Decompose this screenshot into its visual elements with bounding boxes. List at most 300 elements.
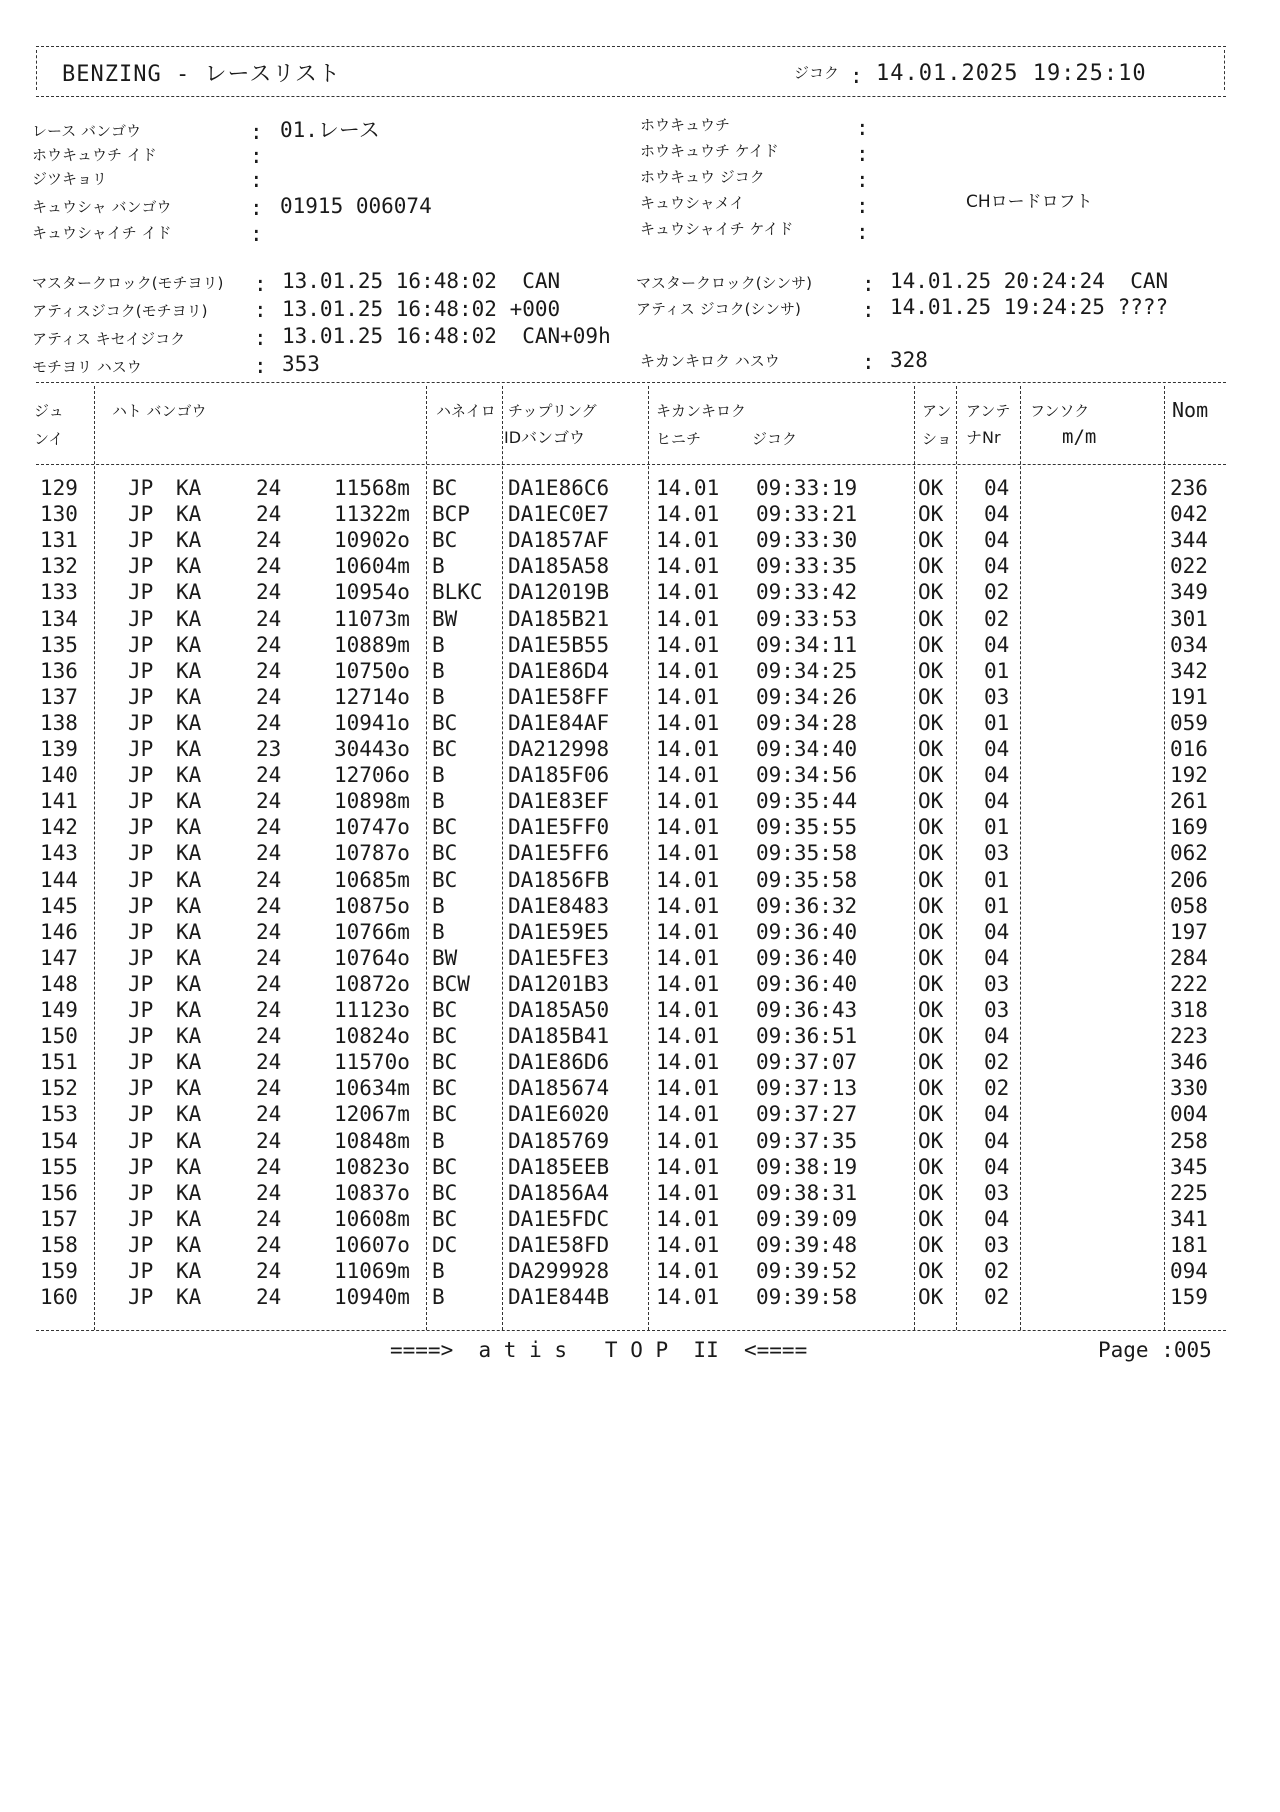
rank-cell: 159 [40,1259,78,1283]
arrival-date-cell: 14.01 [656,1154,720,1179]
year-cell: 24 [256,893,282,918]
table-row [0,791,1280,817]
antenna-status-cell: OK [918,1259,944,1283]
table-row [0,1206,1280,1235]
header-time-value: 14.01.2025 19:25:10 [876,61,1147,86]
year-cell: 24 [256,554,282,579]
arrival-time-cell: 09:37:07 [756,1050,858,1075]
antenna-nr-cell: 04 [984,1206,1010,1231]
kikan-count-value: 328 [890,348,928,372]
year-cell: 24 [256,1285,282,1310]
org-cell: KA [176,502,202,527]
antenna-nr-cell: 01 [984,815,1010,840]
arrival-time-cell: 09:34:25 [756,658,858,683]
rank-cell: 160 [40,1285,78,1310]
org-cell: KA [176,1128,202,1153]
bird-number-cell: 10889m [334,632,410,657]
chip-id-cell: DA1E5FF6 [508,841,610,866]
table-row [0,1026,1280,1052]
nom-cell: 344 [1170,528,1208,553]
atis-kisei-label: アティス キセイジコク [32,330,186,348]
year-cell: 24 [256,867,282,892]
rank-cell: 153 [40,1102,78,1127]
rank-cell: 140 [40,763,78,788]
table-row [0,606,1280,635]
master-clock-mochiyori-value: 13.01.25 16:48:02 CAN [282,269,561,293]
antenna-status-cell: OK [918,867,944,892]
colon: : [856,220,869,244]
bird-number-cell: 10898m [334,789,410,814]
year-cell: 24 [256,580,282,605]
chip-id-cell: DA12019B [508,580,610,605]
rank-cell: 147 [40,945,78,970]
arrival-time-cell: 09:38:19 [756,1154,858,1179]
country-cell: JP [128,1180,154,1205]
arrival-time-cell: 09:37:27 [756,1102,858,1127]
org-cell: KA [176,710,202,735]
colon: : [254,298,267,322]
loft-lat-label: キュウシャイチ イド [32,224,172,242]
country-cell: JP [128,1259,154,1283]
country-cell: JP [128,528,154,553]
antenna-nr-cell: 04 [984,789,1010,814]
feather-color-cell: BC [432,1076,458,1101]
mochiyori-count-value: 353 [282,352,320,376]
feather-color-cell: BC [432,1102,458,1127]
year-cell: 24 [256,528,282,553]
antenna-nr-cell: 03 [984,684,1010,709]
country-cell: JP [128,554,154,579]
arrival-time-cell: 09:37:35 [756,1128,858,1153]
arrival-date-cell: 14.01 [656,1259,720,1283]
org-cell: KA [176,1102,202,1127]
antenna-status-cell: OK [918,476,944,500]
atis-time-shinsa-label: アティス ジコク(シンサ) [636,300,801,318]
antenna-nr-cell: 04 [984,476,1010,500]
org-cell: KA [176,684,202,709]
antenna-status-cell: OK [918,815,944,840]
arrival-time-cell: 09:35:58 [756,841,858,866]
table-row [0,504,1280,530]
nom-cell: 301 [1170,606,1208,631]
col-speed-label-1: フンソク [1030,402,1090,420]
arrival-time-cell: 09:39:48 [756,1232,858,1257]
year-cell: 24 [256,841,282,866]
antenna-status-cell: OK [918,632,944,657]
colon: : [250,168,263,192]
feather-color-cell: B [432,763,445,788]
col-antenna-nr-label-2: ナNr [966,428,1001,447]
chip-id-cell: DA185F06 [508,763,610,788]
rank-cell: 150 [40,1024,78,1049]
org-cell: KA [176,1232,202,1257]
chip-id-cell: DA212998 [508,737,610,761]
nom-cell: 016 [1170,737,1208,761]
antenna-nr-cell: 04 [984,1128,1010,1153]
antenna-nr-cell: 02 [984,580,1010,605]
arrival-time-cell: 09:36:43 [756,998,858,1022]
feather-color-cell: BCP [432,502,470,527]
antenna-status-cell: OK [918,658,944,683]
arrival-time-cell: 09:33:19 [756,476,858,500]
feather-color-cell: BC [432,1180,458,1205]
antenna-nr-cell: 01 [984,710,1010,735]
org-cell: KA [176,737,202,761]
col-date-label: ヒニチ [656,430,702,448]
bird-number-cell: 10848m [334,1128,410,1153]
org-cell: KA [176,919,202,944]
rank-cell: 158 [40,1232,78,1257]
nom-cell: 192 [1170,763,1208,788]
arrival-date-cell: 14.01 [656,867,720,892]
year-cell: 24 [256,1232,282,1257]
chip-id-cell: DA1E86D6 [508,1050,610,1075]
arrival-date-cell: 14.01 [656,1102,720,1127]
org-cell: KA [176,658,202,683]
arrival-date-cell: 14.01 [656,658,720,683]
table-bottom-rule [36,1330,1226,1331]
bird-number-cell: 10750o [334,658,410,683]
year-cell: 24 [256,1154,282,1179]
table-row [0,684,1280,713]
arrival-time-cell: 09:34:40 [756,737,858,761]
rank-cell: 149 [40,998,78,1022]
antenna-status-cell: OK [918,710,944,735]
antenna-nr-cell: 01 [984,658,1010,683]
bird-number-cell: 10747o [334,815,410,840]
country-cell: JP [128,1128,154,1153]
header-left-border [36,50,37,90]
loft-number-value: 01915 006074 [280,194,432,218]
rank-cell: 130 [40,502,78,527]
rank-cell: 132 [40,554,78,579]
chip-id-cell: DA1EC0E7 [508,502,610,527]
nom-cell: 236 [1170,476,1208,500]
table-row [0,632,1280,661]
race-number-value: 01.レース [280,118,380,142]
bird-number-cell: 11322m [334,502,410,527]
antenna-nr-cell: 02 [984,606,1010,631]
chip-id-cell: DA1E5B55 [508,632,610,657]
nom-cell: 223 [1170,1024,1208,1049]
rank-cell: 143 [40,841,78,866]
col-antenna-nr-label-1: アンテ [966,402,1011,420]
chip-id-cell: DA1E5FDC [508,1206,610,1231]
rank-cell: 142 [40,815,78,840]
rank-cell: 152 [40,1076,78,1101]
rank-cell: 137 [40,684,78,709]
year-cell: 24 [256,945,282,970]
country-cell: JP [128,476,154,500]
org-cell: KA [176,815,202,840]
antenna-nr-cell: 03 [984,971,1010,996]
nom-cell: 062 [1170,841,1208,866]
year-cell: 24 [256,710,282,735]
arrival-date-cell: 14.01 [656,998,720,1022]
table-row [0,1261,1280,1287]
bird-number-cell: 12714o [334,684,410,709]
bird-number-cell: 10824o [334,1024,410,1049]
feather-color-cell: BC [432,815,458,840]
antenna-status-cell: OK [918,763,944,788]
table-row [0,971,1280,1000]
org-cell: KA [176,1050,202,1075]
release-site-label: ホウキュウチ [640,116,731,134]
year-cell: 24 [256,789,282,814]
atis-time-shinsa-value: 14.01.25 19:24:25 ???? [890,295,1169,319]
antenna-nr-cell: 04 [984,554,1010,579]
col-color-label: ハネイロ [436,402,496,420]
feather-color-cell: B [432,1285,445,1310]
country-cell: JP [128,1206,154,1231]
antenna-status-cell: OK [918,998,944,1022]
nom-cell: 318 [1170,998,1208,1022]
antenna-status-cell: OK [918,971,944,996]
table-row [0,765,1280,791]
nom-cell: 349 [1170,580,1208,605]
arrival-time-cell: 09:35:44 [756,789,858,814]
table-top-rule [36,382,1226,383]
antenna-status-cell: OK [918,1232,944,1257]
arrival-date-cell: 14.01 [656,1024,720,1049]
colon: : [862,298,875,322]
colon: : [250,144,263,168]
rank-cell: 157 [40,1206,78,1231]
table-row [0,1287,1280,1313]
arrival-time-cell: 09:39:52 [756,1259,858,1283]
colon: : [254,354,267,378]
antenna-nr-cell: 04 [984,632,1010,657]
col-antenna-label-2: ショ [922,430,952,448]
org-cell: KA [176,945,202,970]
org-cell: KA [176,1076,202,1101]
col-antenna-label-1: アン [922,402,952,420]
chip-id-cell: DA1E5FF0 [508,815,610,840]
col-rank-label-2: ンイ [34,430,64,448]
bird-number-cell: 10607o [334,1232,410,1257]
country-cell: JP [128,580,154,605]
feather-color-cell: BCW [432,971,470,996]
header-top-rule [36,46,1226,47]
antenna-status-cell: OK [918,528,944,553]
table-row [0,478,1280,504]
chip-id-cell: DA1E6020 [508,1102,610,1127]
bird-number-cell: 10941o [334,710,410,735]
colon: : [856,116,869,140]
country-cell: JP [128,789,154,814]
rank-cell: 155 [40,1154,78,1179]
arrival-date-cell: 14.01 [656,841,720,866]
colon: : [856,194,869,218]
rank-cell: 131 [40,528,78,553]
feather-color-cell: BC [432,528,458,553]
arrival-date-cell: 14.01 [656,763,720,788]
col-chip-label-1: チップリング [508,402,597,420]
year-cell: 24 [256,476,282,500]
col-time-label: ジコク [752,430,798,448]
country-cell: JP [128,919,154,944]
country-cell: JP [128,1232,154,1257]
nom-cell: 197 [1170,919,1208,944]
year-cell: 24 [256,763,282,788]
col-nom-label: Nom [1172,398,1209,422]
antenna-status-cell: OK [918,1024,944,1049]
chip-id-cell: DA1E86D4 [508,658,610,683]
nom-cell: 059 [1170,710,1208,735]
antenna-nr-cell: 04 [984,1154,1010,1179]
master-clock-shinsa-value: 14.01.25 20:24:24 CAN [890,269,1169,293]
arrival-date-cell: 14.01 [656,1232,720,1257]
antenna-status-cell: OK [918,1285,944,1310]
chip-id-cell: DA1E83EF [508,789,610,814]
chip-id-cell: DA1E58FD [508,1232,610,1257]
arrival-date-cell: 14.01 [656,528,720,553]
loft-lon-label: キュウシャイチ ケイド [640,220,794,238]
year-cell: 24 [256,502,282,527]
nom-cell: 094 [1170,1259,1208,1283]
year-cell: 24 [256,1128,282,1153]
table-row [0,658,1280,687]
antenna-status-cell: OK [918,554,944,579]
year-cell: 24 [256,684,282,709]
arrival-date-cell: 14.01 [656,1050,720,1075]
org-cell: KA [176,789,202,814]
chip-id-cell: DA1E58FF [508,684,610,709]
antenna-status-cell: OK [918,919,944,944]
footer-banner: ====> a t i s T O P II <==== [390,1338,808,1362]
bird-number-cell: 10954o [334,580,410,605]
feather-color-cell: BC [432,710,458,735]
org-cell: KA [176,632,202,657]
rank-cell: 134 [40,606,78,631]
antenna-status-cell: OK [918,502,944,527]
table-row [0,817,1280,843]
antenna-nr-cell: 04 [984,1024,1010,1049]
org-cell: KA [176,606,202,631]
nom-cell: 341 [1170,1206,1208,1231]
feather-color-cell: B [432,632,445,657]
chip-id-cell: DA185674 [508,1076,610,1101]
country-cell: JP [128,971,154,996]
chip-id-cell: DA1E5FE3 [508,945,610,970]
org-cell: KA [176,998,202,1022]
arrival-date-cell: 14.01 [656,893,720,918]
colon: : [254,272,267,296]
antenna-status-cell: OK [918,684,944,709]
year-cell: 24 [256,632,282,657]
country-cell: JP [128,1076,154,1101]
arrival-time-cell: 09:35:55 [756,815,858,840]
antenna-nr-cell: 02 [984,1050,1010,1075]
antenna-nr-cell: 04 [984,502,1010,527]
feather-color-cell: B [432,1128,445,1153]
org-cell: KA [176,1180,202,1205]
antenna-nr-cell: 02 [984,1076,1010,1101]
loft-name-label: キュウシャメイ [640,194,745,212]
arrival-time-cell: 09:36:32 [756,893,858,918]
loft-name-value: CHロードロフト [966,192,1093,212]
country-cell: JP [128,502,154,527]
antenna-nr-cell: 04 [984,528,1010,553]
antenna-nr-cell: 03 [984,1180,1010,1205]
antenna-nr-cell: 01 [984,867,1010,892]
arrival-time-cell: 09:36:40 [756,919,858,944]
country-cell: JP [128,1154,154,1179]
arrival-time-cell: 09:35:58 [756,867,858,892]
nom-cell: 346 [1170,1050,1208,1075]
year-cell: 24 [256,1050,282,1075]
arrival-time-cell: 09:37:13 [756,1076,858,1101]
table-row [0,1000,1280,1026]
antenna-status-cell: OK [918,893,944,918]
feather-color-cell: BC [432,737,458,761]
arrival-time-cell: 09:34:28 [756,710,858,735]
org-cell: KA [176,1285,202,1310]
year-cell: 24 [256,1180,282,1205]
year-cell: 24 [256,658,282,683]
arrival-date-cell: 14.01 [656,919,720,944]
nom-cell: 191 [1170,684,1208,709]
nom-cell: 169 [1170,815,1208,840]
bird-number-cell: 10940m [334,1285,410,1310]
arrival-date-cell: 14.01 [656,554,720,579]
arrival-time-cell: 09:38:31 [756,1180,858,1205]
antenna-status-cell: OK [918,789,944,814]
table-row [0,1078,1280,1104]
table-row [0,945,1280,974]
bird-number-cell: 10608m [334,1206,410,1231]
table-row [0,1180,1280,1209]
org-cell: KA [176,841,202,866]
antenna-nr-cell: 04 [984,763,1010,788]
bird-number-cell: 10875o [334,893,410,918]
chip-id-cell: DA1856FB [508,867,610,892]
arrival-date-cell: 14.01 [656,737,720,761]
table-row [0,556,1280,582]
feather-color-cell: BC [432,867,458,892]
table-row [0,1154,1280,1183]
feather-color-cell: B [432,1259,445,1283]
arrival-time-cell: 09:33:42 [756,580,858,605]
country-cell: JP [128,1102,154,1127]
org-cell: KA [176,580,202,605]
chip-id-cell: DA185B21 [508,606,610,631]
country-cell: JP [128,658,154,683]
col-record-label: キカンキロク [656,402,747,420]
atis-kisei-value: 13.01.25 16:48:02 CAN+09h [282,324,611,348]
org-cell: KA [176,763,202,788]
year-cell: 24 [256,606,282,631]
arrival-date-cell: 14.01 [656,1128,720,1153]
bird-number-cell: 10872o [334,971,410,996]
arrival-time-cell: 09:33:53 [756,606,858,631]
arrival-time-cell: 09:36:40 [756,971,858,996]
feather-color-cell: BC [432,476,458,500]
bird-number-cell: 10837o [334,1180,410,1205]
antenna-status-cell: OK [918,945,944,970]
feather-color-cell: BC [432,1050,458,1075]
org-cell: KA [176,971,202,996]
rank-cell: 148 [40,971,78,996]
year-cell: 24 [256,1102,282,1127]
org-cell: KA [176,476,202,500]
bird-number-cell: 10766m [334,919,410,944]
year-cell: 23 [256,737,282,761]
country-cell: JP [128,815,154,840]
colon: : [250,196,263,220]
arrival-date-cell: 14.01 [656,684,720,709]
rank-cell: 129 [40,476,78,500]
